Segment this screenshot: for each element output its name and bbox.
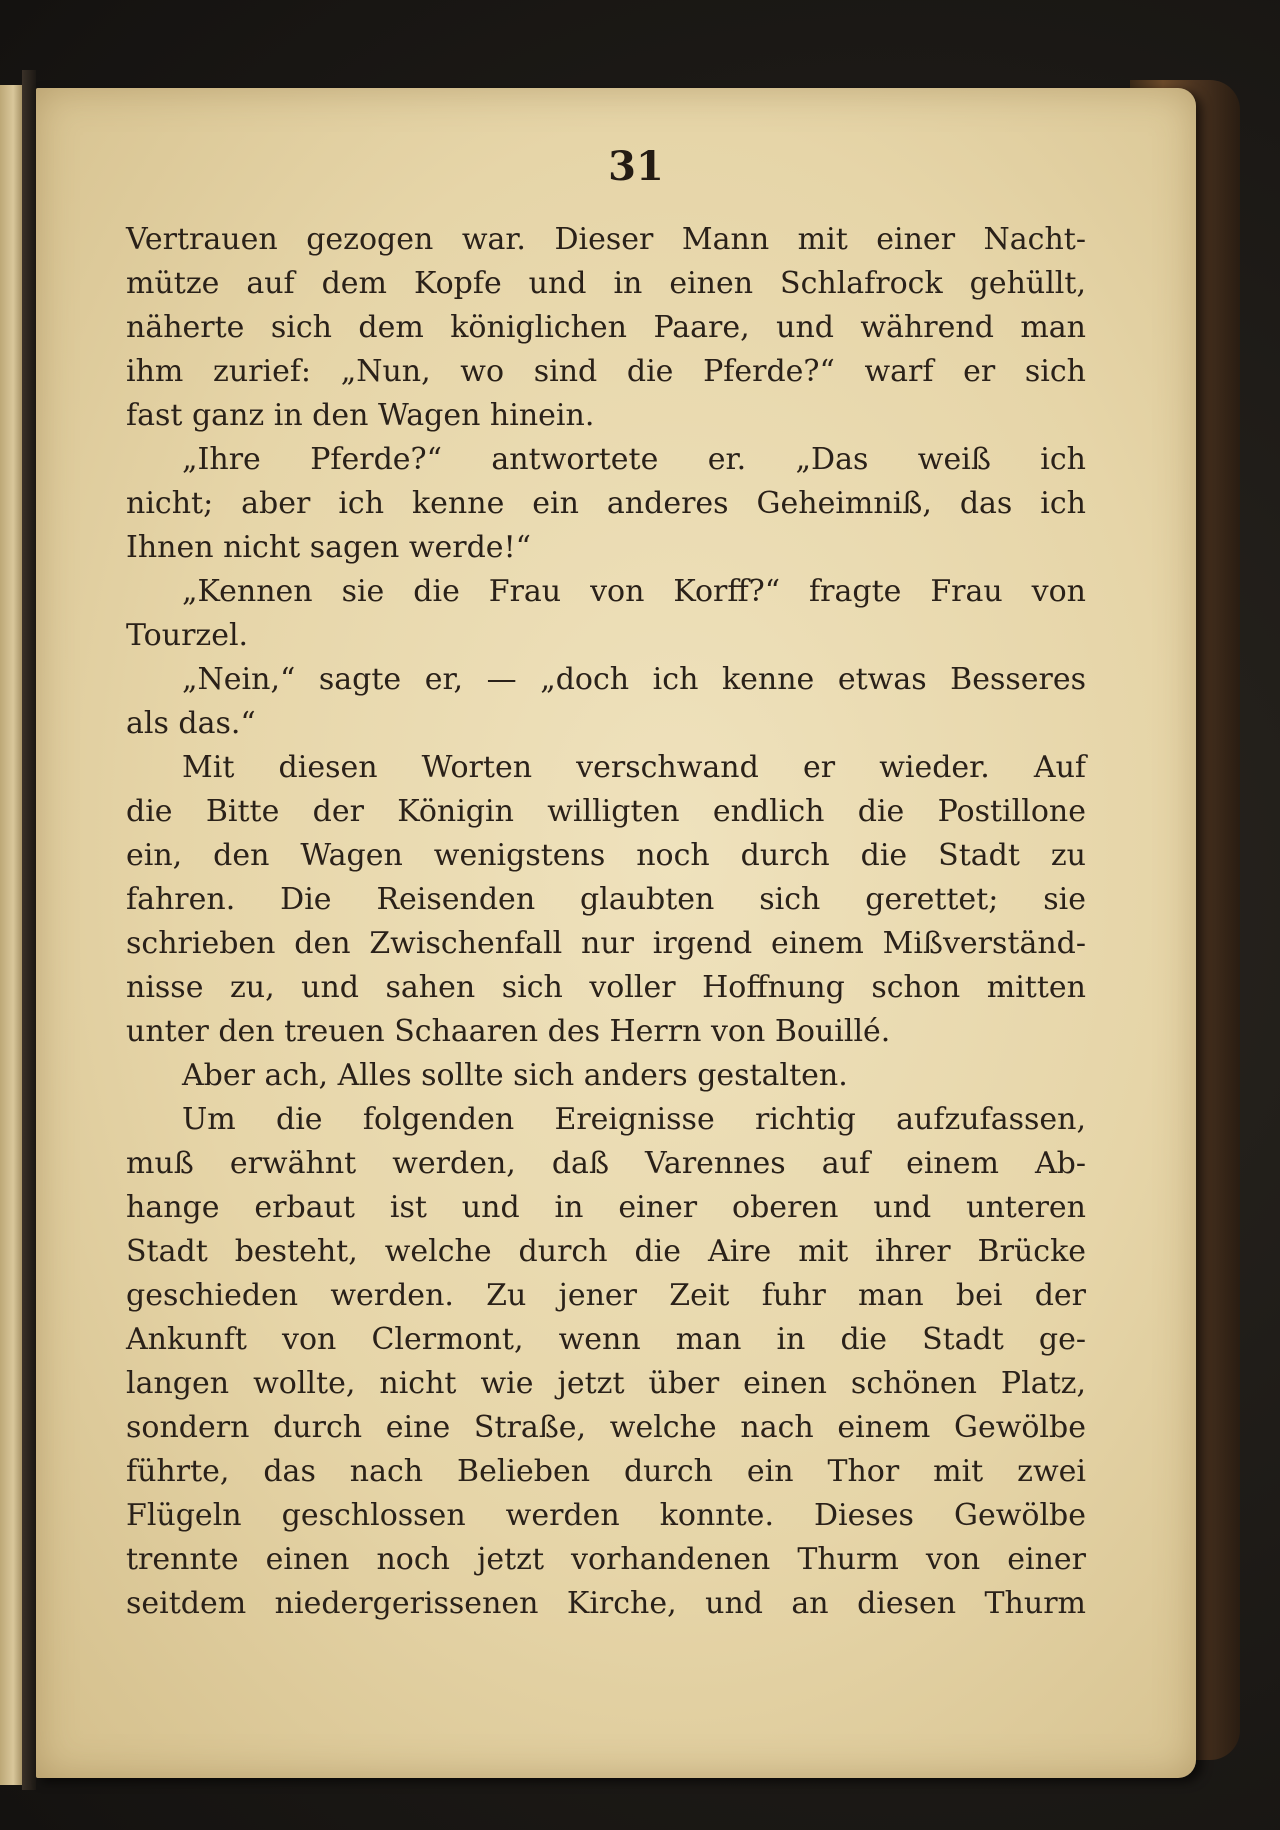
text-line: Vertrauen gezogen war. Dieser Mann mit einer Nacht- — [126, 222, 1086, 257]
text-line: nisse zu, und sahen sich voller Hoffnung schon mitten — [126, 970, 1086, 1005]
text-line: Mit diesen Worten verschwand er wieder. Auf — [182, 750, 1086, 785]
text-line: führte, das nach Belieben durch ein Thor mit zwei — [126, 1454, 1086, 1489]
text-line: Ankunft von Clermont, wenn man in die Stadt ge- — [126, 1322, 1086, 1357]
book-page — [36, 88, 1196, 1778]
text-line: trennte einen noch jetzt vorhandenen Thurm von einer — [126, 1542, 1086, 1577]
left-page-edge — [0, 85, 24, 1785]
page-number: 31 — [608, 143, 664, 190]
text-line: fahren. Die Reisenden glaubten sich gerettet; sie — [126, 882, 1086, 917]
text-line: nicht; aber ich kenne ein anderes Geheimniß, das ich — [126, 486, 1086, 521]
text-line: als das.“ — [126, 706, 256, 741]
text-line: fast ganz in den Wagen hinein. — [126, 398, 595, 433]
text-line: mütze auf dem Kopfe und in einen Schlafrock gehüllt, — [126, 266, 1086, 301]
text-line: hange erbaut ist und in einer oberen und unteren — [126, 1190, 1086, 1225]
text-line: ihm zurief: „Nun, wo sind die Pferde?“ warf er sich — [126, 354, 1086, 389]
text-line: Tourzel. — [126, 618, 249, 653]
text-line: geschieden werden. Zu jener Zeit fuhr man bei der — [126, 1278, 1086, 1313]
text-line: unter den treuen Schaaren des Herrn von Bouillé. — [126, 1014, 891, 1049]
text-line: „Nein,“ sagte er, — „doch ich kenne etwas Besseres — [182, 662, 1086, 697]
text-line: näherte sich dem königlichen Paare, und während man — [126, 310, 1086, 345]
book-binding — [22, 70, 36, 1790]
page-body-text — [126, 218, 1086, 1626]
text-line: Um die folgenden Ereignisse richtig aufzufassen, — [182, 1102, 1086, 1137]
text-line: langen wollte, nicht wie jetzt über einen schönen Platz, — [126, 1366, 1086, 1401]
text-line: „Ihre Pferde?“ antwortete er. „Das weiß ich — [182, 442, 1086, 477]
text-line: seitdem niedergerissenen Kirche, und an diesen Thurm — [126, 1586, 1086, 1621]
text-line: Aber ach, Alles sollte sich anders gestalten. — [182, 1058, 848, 1093]
text-line: Flügeln geschlossen werden konnte. Dieses Gewölbe — [126, 1498, 1086, 1533]
text-line: ein, den Wagen wenigstens noch durch die Stadt zu — [126, 838, 1086, 873]
text-line: die Bitte der Königin willigten endlich die Postillone — [126, 794, 1086, 829]
text-line: schrieben den Zwischenfall nur irgend einem Mißverständ- — [126, 926, 1086, 961]
text-line: „Kennen sie die Frau von Korff?“ fragte Frau von — [182, 574, 1086, 609]
text-line: sondern durch eine Straße, welche nach einem Gewölbe — [126, 1410, 1086, 1445]
text-line: Stadt besteht, welche durch die Aire mit ihrer Brücke — [126, 1234, 1086, 1269]
text-line: Ihnen nicht sagen werde!“ — [126, 530, 531, 565]
text-line: muß erwähnt werden, daß Varennes auf einem Ab- — [126, 1146, 1086, 1181]
